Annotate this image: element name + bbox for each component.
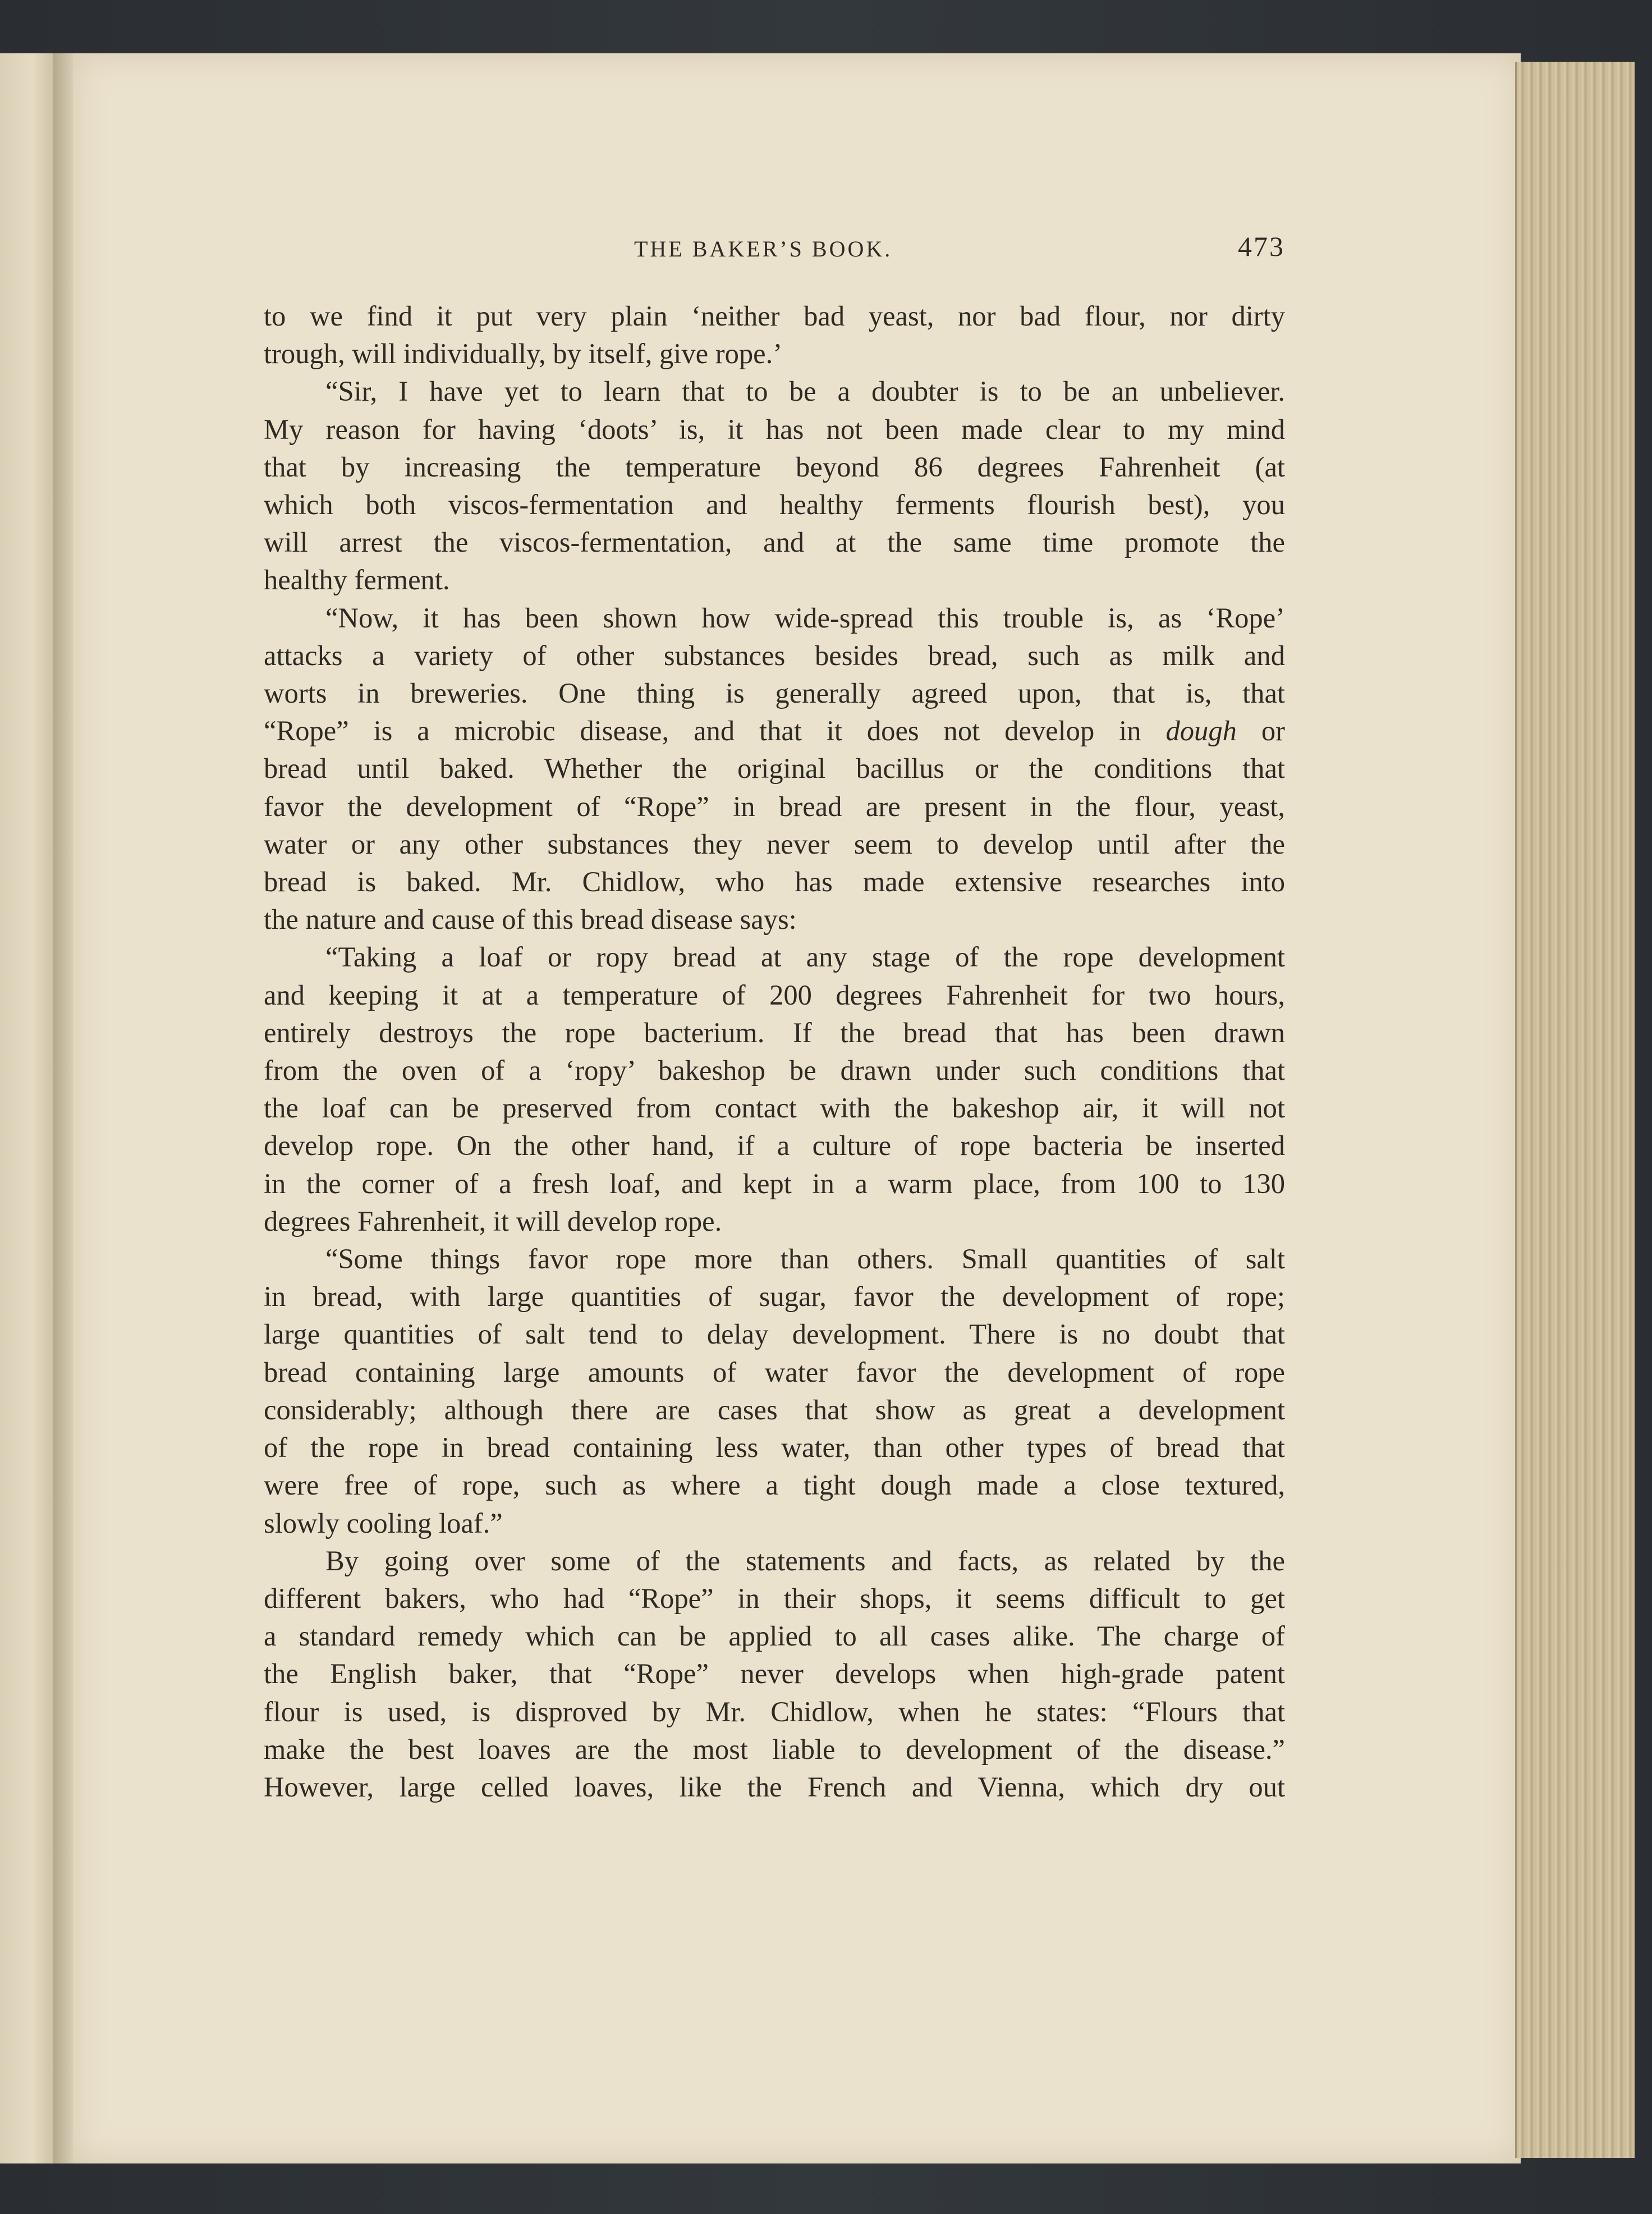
text-line: healthy ferment. bbox=[264, 564, 450, 596]
text-line: slowly cooling loaf.” bbox=[264, 1507, 503, 1539]
text-line: the loaf can be preserved from contact with the bakeshop air, it will not bbox=[264, 1092, 1285, 1124]
text-line: a standard remedy which can be applied to all cases alike. The charge of bbox=[264, 1620, 1285, 1652]
text-line: trough, will individually, by itself, give rope.’ bbox=[264, 338, 783, 370]
text-line: “Some things favor rope more than others. Small quantities of salt bbox=[325, 1243, 1285, 1275]
text-line: develop rope. On the other hand, if a culture of rope bacteria be inserted bbox=[264, 1130, 1285, 1162]
text-line: will arrest the viscos-fermentation, and at the same time promote the bbox=[264, 526, 1285, 558]
text-line: “Sir, I have yet to learn that to be a doubter is to be an unbeliever. bbox=[325, 375, 1285, 407]
facing-page-edge bbox=[0, 53, 55, 2163]
page-block-edge bbox=[1515, 62, 1635, 2158]
paragraph bbox=[264, 1542, 1285, 1806]
page-gutter bbox=[53, 53, 76, 2163]
page-number: 473 bbox=[1238, 231, 1285, 262]
text-line: in the corner of a fresh loaf, and kept in a warm place, from 100 to 130 bbox=[264, 1167, 1285, 1199]
text-line: the English baker, that “Rope” never develops when high-grade patent bbox=[264, 1658, 1285, 1690]
text-line: My reason for having ‘doots’ is, it has not been made clear to my mind bbox=[264, 413, 1285, 445]
text-line: bread is baked. Mr. Chidlow, who has made extensive researches into bbox=[264, 866, 1285, 898]
text-line: considerably; although there are cases that show as great a development bbox=[264, 1394, 1285, 1425]
italic-word: dough bbox=[1165, 715, 1237, 747]
paragraph bbox=[264, 373, 1285, 599]
text-line: and keeping it at a temperature of 200 degrees Fahrenheit for two hours, bbox=[264, 979, 1285, 1011]
text-line: worts in breweries. One thing is generally agreed upon, that is, that bbox=[264, 677, 1285, 709]
page-content bbox=[264, 224, 1285, 1806]
text-line: that by increasing the temperature beyond 86 degrees Fahrenheit (at bbox=[264, 451, 1285, 483]
text-line: which both viscos-fermentation and healthy ferments flourish best), you bbox=[264, 489, 1285, 521]
running-head: THE BAKER’S BOOK. bbox=[634, 236, 893, 262]
text-line: from the oven of a ‘ropy’ bakeshop be drawn under such conditions that bbox=[264, 1055, 1285, 1087]
text-line: in bread, with large quantities of sugar, favor the development of rope; bbox=[264, 1281, 1285, 1313]
page-header bbox=[264, 224, 1285, 275]
text-line: bread containing large amounts of water favor the development of rope bbox=[264, 1356, 1285, 1388]
text-line bbox=[264, 712, 1285, 750]
text-line: entirely destroys the rope bacterium. If the bread that has been drawn bbox=[264, 1016, 1285, 1048]
paragraph bbox=[264, 297, 1285, 373]
text-segment: “Rope” is a microbic disease, and that it does not develop in bbox=[264, 715, 1166, 747]
text-line: water or any other substances they never seem to develop until after the bbox=[264, 828, 1285, 860]
text-line: large quantities of salt tend to delay development. There is no doubt that bbox=[264, 1318, 1285, 1350]
text-segment: or bbox=[1236, 715, 1286, 747]
paragraph bbox=[264, 1240, 1285, 1542]
paragraph bbox=[264, 938, 1285, 1240]
text-line: different bakers, who had “Rope” in their shops, it seems difficult to get bbox=[264, 1582, 1285, 1614]
text-line: However, large celled loaves, like the French and Vienna, which dry out bbox=[264, 1771, 1285, 1803]
paragraph bbox=[264, 599, 1285, 939]
text-line: favor the development of “Rope” in bread are present in the flour, yeast, bbox=[264, 790, 1285, 822]
text-line: of the rope in bread containing less water, than other types of bread that bbox=[264, 1432, 1285, 1464]
text-line: degrees Fahrenheit, it will develop rope. bbox=[264, 1205, 722, 1237]
text-line: flour is used, is disproved by Mr. Chidlow, when he states: “Flours that bbox=[264, 1695, 1285, 1727]
text-line: bread until baked. Whether the original bacillus or the conditions that bbox=[264, 753, 1285, 785]
text-line: the nature and cause of this bread disease says: bbox=[264, 904, 797, 936]
text-line: make the best loaves are the most liable to development of the disease.” bbox=[264, 1733, 1285, 1765]
text-line: were free of rope, such as where a tight dough made a close textured, bbox=[264, 1469, 1285, 1501]
text-line: to we find it put very plain ‘neither bad yeast, nor bad flour, nor dirty bbox=[264, 300, 1285, 332]
body-text bbox=[264, 297, 1285, 1806]
text-line: “Taking a loaf or ropy bread at any stage of the rope development bbox=[325, 941, 1285, 973]
text-line: By going over some of the statements and facts, as related by the bbox=[325, 1544, 1285, 1576]
text-line: attacks a variety of other substances besides bread, such as milk and bbox=[264, 639, 1285, 671]
text-line: “Now, it has been shown how wide-spread this trouble is, as ‘Rope’ bbox=[325, 602, 1285, 634]
